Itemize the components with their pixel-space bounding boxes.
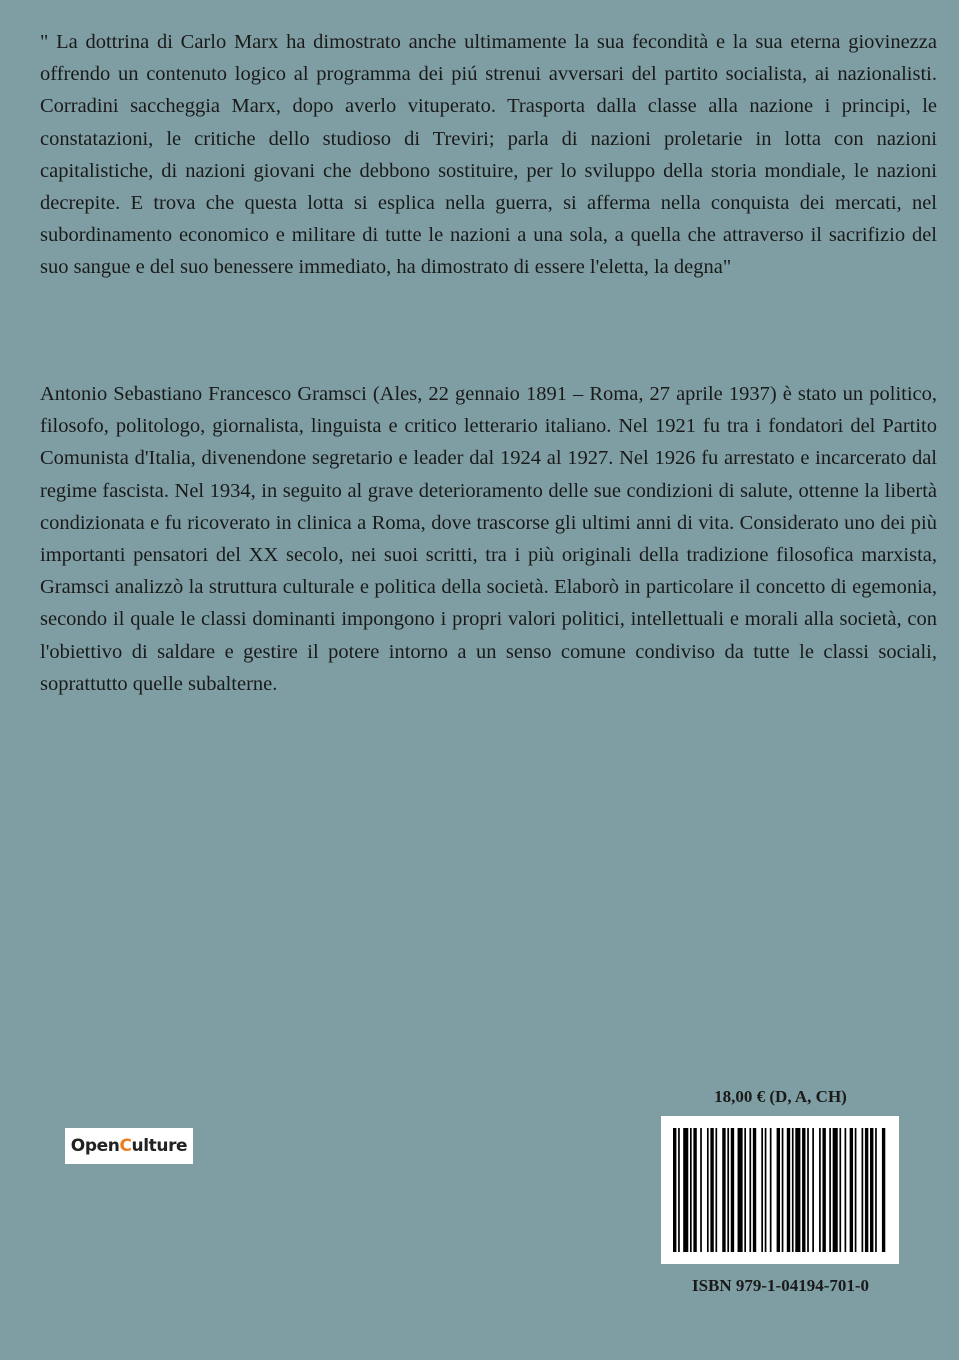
logo-text-accent: C [119,1136,132,1156]
barcode-bar [882,1128,885,1252]
barcode-bar [850,1128,853,1252]
barcode-bar [862,1128,864,1252]
barcode-bar [795,1128,800,1252]
barcode-bar [865,1128,868,1252]
barcode-bar [839,1128,841,1252]
barcode-bar [722,1128,725,1252]
barcode-bar [777,1128,780,1252]
barcode-bar [792,1128,794,1252]
publisher-logo [65,1128,193,1164]
barcode-bar [727,1128,729,1252]
barcode-bar [753,1128,756,1252]
logo-text-culture: ulture [131,1136,188,1156]
barcode-bar [875,1128,877,1252]
barcode-bar [731,1128,734,1252]
barcode-bar [710,1128,713,1252]
barcode-bar [738,1128,743,1252]
barcode-bar [683,1128,688,1252]
barcode-bar [715,1128,717,1252]
barcode-bar [807,1128,809,1252]
barcode-bar [749,1128,751,1252]
barcode-bar [761,1128,763,1252]
barcode-bar [802,1128,805,1252]
barcode-bar [845,1128,847,1252]
barcode [661,1116,899,1264]
back-cover-quote: " La dottrina di Carlo Marx ha dimostrato anche ultimamente la sua fecondità e la sua eterna giovinezza offrendo un contenuto logico al programma dei piú strenui avversari del partito socialista, ai nazionalisti. Corradini saccheggia Marx, dopo averlo vituperato. Trasporta dalla classe alla nazione i principi, le constatazioni, le critiche dello studioso di Treviri; parla di nazioni proletarie in lotta con nazioni capitalistiche, di nazioni giovani che debbono sostituire, per lo sviluppo della storia mondiale, le nazioni decrepite. E trova che questa lotta si esplica nella guerra, si afferma nella conquista dei mercati, nel subordinamento economico e militare di tutte le nazioni a una sola, a quella che attraverso il sacrifizio del suo sangue e del suo benessere immediato, ha dimostrato di essere l'eletta, la degna" [40,31,937,279]
barcode-bar [855,1128,857,1252]
barcode-bar [829,1128,831,1252]
barcode-bars [673,1128,887,1252]
barcode-bar [678,1128,680,1252]
barcode-bar [822,1128,825,1252]
barcode-bar [690,1128,692,1252]
barcode-bar [765,1128,767,1252]
isbn-label: ISBN 979-1-04194-701-0 [691,1276,870,1295]
barcode-bar [787,1128,790,1252]
barcode-bar [693,1128,696,1252]
barcode-bar [673,1128,676,1252]
barcode-bar [782,1128,784,1252]
barcode-bar [707,1128,709,1252]
barcode-bar [812,1128,814,1252]
barcode-bar [700,1128,702,1252]
logo-text-open: Open [70,1136,120,1156]
barcode-bar [744,1128,746,1252]
barcode-bar [770,1128,772,1252]
barcode-bar [833,1128,838,1252]
barcode-bar [870,1128,873,1252]
author-biography: Antonio Sebastiano Francesco Gramsci (Ales, 22 gennaio 1891 – Roma, 27 aprile 1937) è stato un politico, filosofo, politologo, giornalista, linguista e critico letterario italiano. Nel 1921 fu tra i fondatori del Partito Comunista d'Italia, divenendone segretario e leader dal 1924 al 1927. Nel 1926 fu arrestato e incarcerato dal regime fascista. Nel 1934, in seguito al grave deterioramento delle sue condizioni di salute, ottenne la libertà condizionata e fu ricoverato in clinica a Roma, dove trascorse gli ultimi anni di vita. Considerato uno dei più importanti pensatori del XX secolo, nei suoi scritti, tra i più originali della tradizione filosofica marxista, Gramsci analizzò la struttura culturale e politica della società. Elaborò in particolare il concetto di egemonia, secondo il quale le classi dominanti impongono i propri valori politici, intellettuali e morali alla società, con l'obiettivo di saldare e gestire il potere intorno a un senso comune condiviso da tutte le classi sociali, soprattutto quelle subalterne. [40,383,937,695]
price-label: 18,00 € (D, A, CH) [714,1087,847,1106]
barcode-bar [819,1128,821,1252]
